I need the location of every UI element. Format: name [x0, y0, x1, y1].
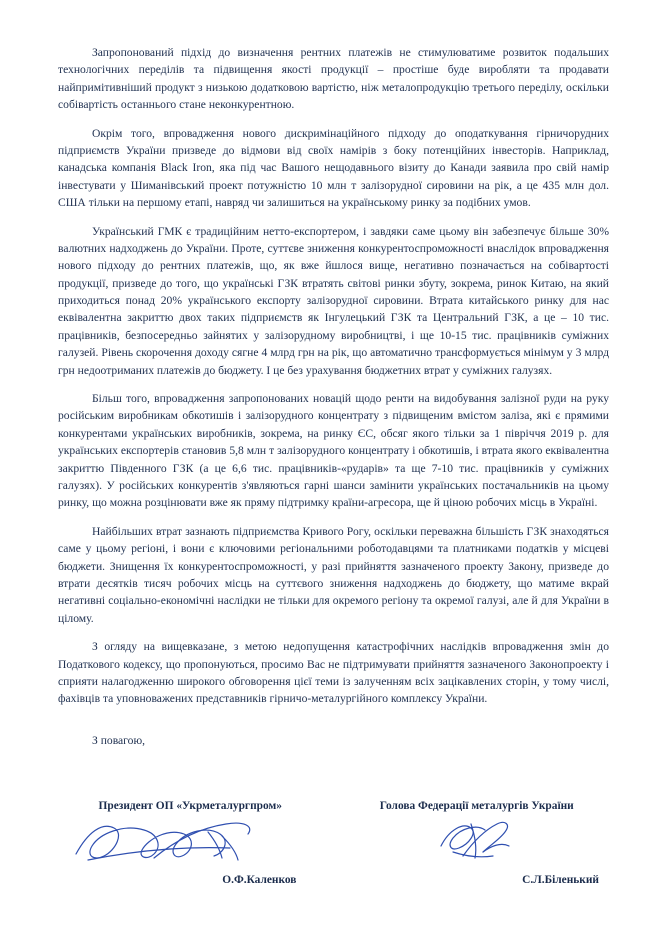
- signature-mark-area: [345, 812, 609, 874]
- paragraph: Український ГМК є традиційним нетто-експортером, і завдяки саме цьому він забезпечує більше 30% валютних надходжень до України. Проте, суттєве зниження конкурентоспроможності внаслідок впровадження нового підходу до рентних платежів, що, як вже йшлося вище, негативно позначається на собівартості продукції, призведе до того, що українські ГЗК втратять світові ринки збуту, зокрема, ринок Китаю, на який приходиться понад 20% українського експорту залізорудної сировини. Втрата китайського ринку для нас еквівалентна закриттю двох таких підприємств як Інгулецький ГЗК та Центральний ГЗК, а це – 10 тис. працівників, безпосередньо зайнятих у залізорудному виробництві, і ще 10-15 тис. працівників суміжних галузей. Рівень скорочення доходу сягне 4 млрд грн на рік, що автоматично трансформується мінімум у 3 млрд грн недоотриманих платежів до бюджету. І це без урахування бюджетних втрат у суміжних галузях.: [58, 224, 609, 377]
- paragraph: Найбільших втрат зазнають підприємства Кривого Рогу, оскільки переважна більшість ГЗК знаходяться саме у цьому регіоні, і вони є ключовими регіональними роботодавцями та платниками податків у місцеві бюджети. Знищення їх конкурентоспроможності, у разі прийняття зазначеного проекту Закону, призведе до втрати десятків тисяч робочих місць на суттєвого зниження надходжень до бюджету, що матиме вкрай негативні соціально-економічні наслідки не тільки для окремого регіону та окремої галузі, але й для України в цілому.: [58, 524, 609, 625]
- handwritten-signature-icon: [58, 812, 322, 874]
- signature-title: Голова Федерації металургів України: [379, 800, 574, 812]
- paragraph: Запропонований підхід до визначення рентних платежів не стимулюватиме розвиток подальших технологічних переділів та підвищення якості продукції – простіше буде виробляти та продавати найпримітивніший продукт з низькою додатковою вартістю, ніж металопродукцію третього переділу, оскільки собівартість останнього стане неконкурентною.: [58, 46, 609, 112]
- signature-name: О.Ф.Каленков: [222, 874, 297, 886]
- paragraph: Окрім того, впровадження нового дискримінаційного підходу до оподаткування гірничорудних підприємств України призведе до відмови від своїх намірів з боку потенційних інвесторів. Наприклад, канадська компанія Black Iron, яка під час Вашого нещодавнього візиту до Канади заявила про свій намір інвестувати у Шиманівський проект потужністю 10 млн т залізорудної сировини на рік, а це 435 млн дол. США тільки на першому етапі, навряд чи залишиться на українському ринку за подібних умов.: [58, 126, 609, 210]
- signature-name: С.Л.Біленький: [522, 874, 599, 886]
- signature-mark-area: [58, 812, 322, 874]
- signature-left: [58, 800, 322, 886]
- signature-right: [345, 800, 609, 886]
- paragraph: Більш того, впровадження запропонованих новацій щодо ренти на видобування залізної руди на руку російським виробникам обкотишів і залізорудного концентрату з підвищеним вмістом заліза, які є прямими конкурентами українських виробників, зокрема, на ринку ЄС, обсяг якого тільки за 1 півріччя 2019 р. для українських експортерів становив 5,8 млн т залізорудного концентрату і обкотишів, і втрата якого еквівалентна закриттю Південного ГЗК (а це 6,6 тис. працівників-«рударів» та ще 7-10 тис. працівників у суміжних галузях). У російських конкурентів з'являються гарні шанси замінити українських постачальників на цьому ринку, що можна розцінювати вже як пряму підтримку країни-агресора, ще й ціною робочих місць в Україні.: [58, 392, 609, 510]
- handwritten-signature-icon: [345, 812, 609, 874]
- paragraph: З огляду на вищевказане, з метою недопущення катастрофічних наслідків впровадження змін до Податкового кодексу, що пропонуються, просимо Вас не підтримувати прийняття зазначеного Законопроекту і сприяти налагодженню широкого обговорення цієї теми із залученням всіх зацікавлених сторін, у тому числі, фахівців та уповноважених представників гірничо-металургійного комплексу України.: [58, 640, 609, 706]
- signature-title: Президент ОП «Укрметалургпром»: [98, 800, 282, 812]
- closing-line: З повагою,: [92, 733, 145, 747]
- signature-block: [58, 800, 609, 886]
